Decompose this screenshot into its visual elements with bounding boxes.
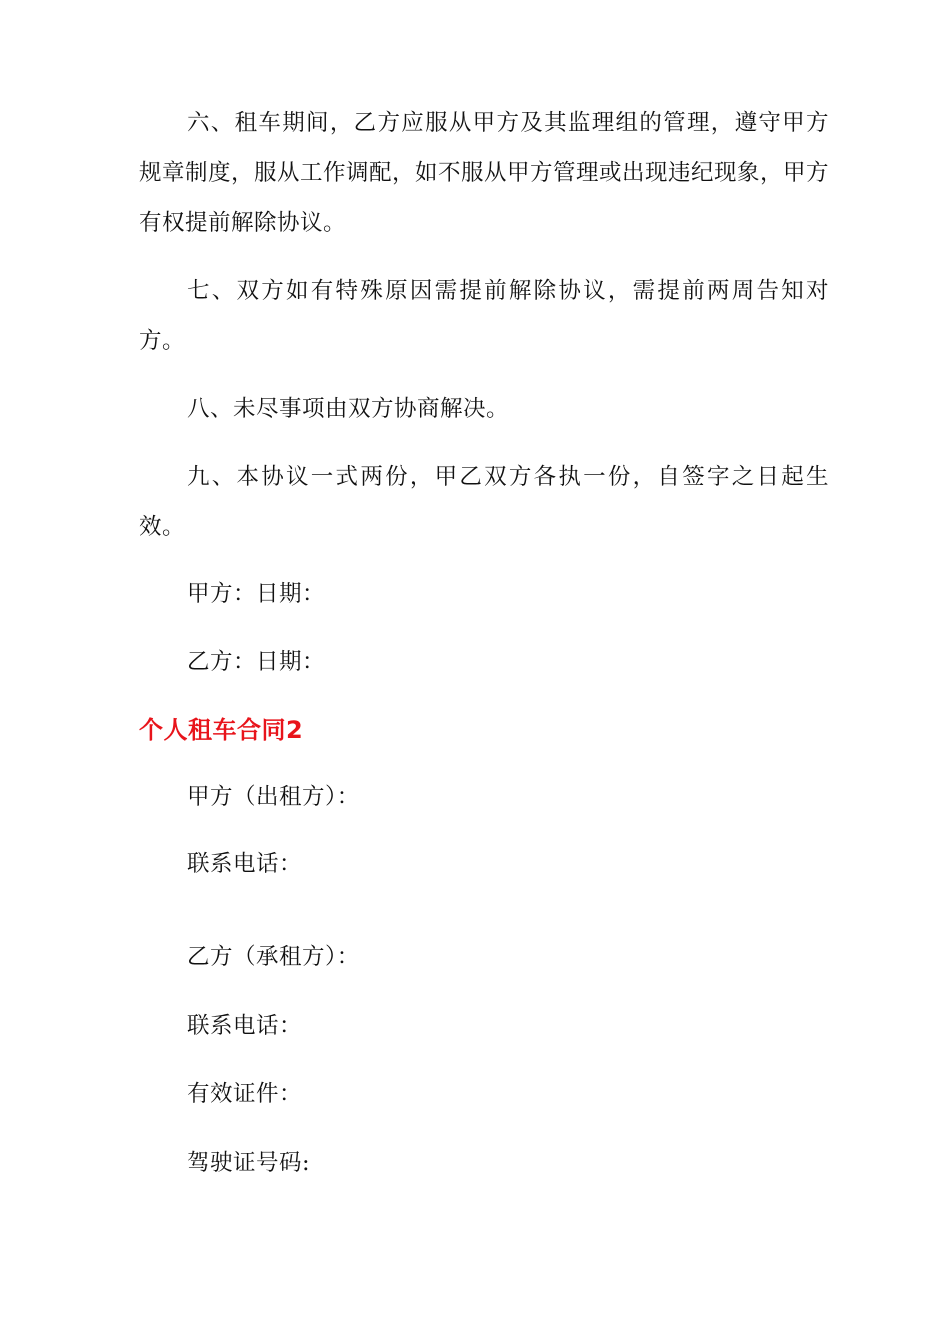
party-b-date-line: 乙方：日期： [187, 649, 326, 675]
valid-id-line: 有效证件： [187, 1081, 303, 1107]
clause-seven: 七、双方如有特殊原因需提前解除协议，需提前两周告知对方。 [139, 278, 829, 354]
lessee-phone-line: 联系电话： [187, 1013, 303, 1039]
clause-six: 六、租车期间，乙方应服从甲方及其监理组的管理，遵守甲方规章制度，服从工作调配，如不服从甲方管理或出现违纪现象，甲方有权提前解除协议。 [139, 110, 830, 236]
party-a-date-line: 甲方：日期： [187, 581, 326, 607]
clause-nine: 九、本协议一式两份，甲乙双方各执一份，自签字之日起生效。 [139, 464, 829, 540]
driver-license-line: 驾驶证号码: [187, 1150, 311, 1176]
section-heading: 个人租车合同2 [139, 716, 304, 744]
lessor-line: 甲方（出租方）： [187, 784, 360, 810]
clause-eight: 八、未尽事项由双方协商解决。 [187, 396, 510, 422]
lessee-line: 乙方（承租方）： [187, 944, 360, 970]
lessor-phone-line: 联系电话： [187, 851, 303, 877]
